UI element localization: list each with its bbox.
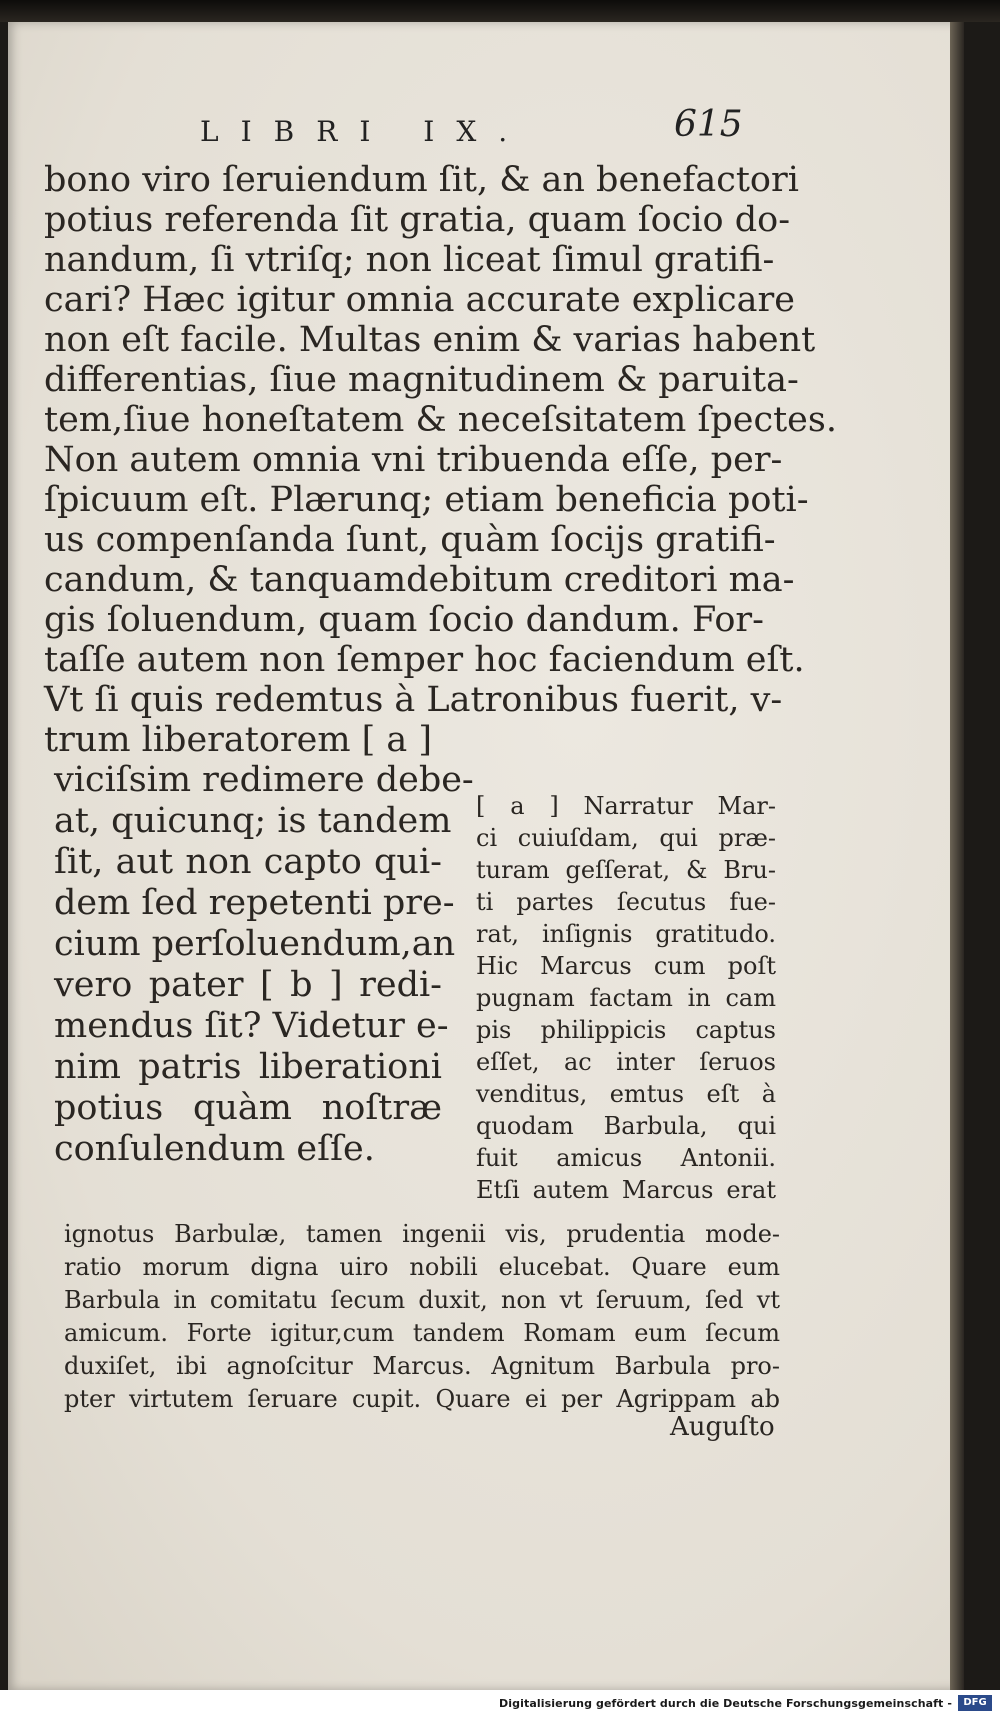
text-line: potius quàm noſtræ xyxy=(54,1088,442,1128)
text-line: ſpicuum eſt. Plærunq; etiam beneficia poti- xyxy=(44,480,809,520)
main-text-block xyxy=(44,160,837,760)
text-line: viciſsim redimere debe- xyxy=(54,760,474,800)
text-line: cari? Hæc igitur omnia accurate explicare xyxy=(44,280,795,320)
text-line: tem,ſiue honeſtatem & neceſsitatem ſpectes. xyxy=(44,400,837,440)
text-line: potius referenda ſit gratia, quam ſocio do- xyxy=(44,200,791,240)
marginal-note xyxy=(476,790,776,1206)
text-line: candum, & tanquamdebitum creditori ma- xyxy=(44,560,795,600)
note-line: ratio morum digna uiro nobili elucebat. Quare eum xyxy=(64,1253,780,1281)
book-spine-top xyxy=(0,0,1000,22)
note-line: pugnam factam in cam xyxy=(476,984,776,1012)
text-line: cium perſoluendum,an xyxy=(54,924,456,964)
catchword: Auguſto xyxy=(670,1412,775,1442)
note-line: quodam Barbula, qui xyxy=(476,1112,776,1140)
note-line: [ a ] Narratur Mar- xyxy=(476,792,776,820)
note-line: turam geſſerat, & Bru- xyxy=(476,856,776,884)
note-line: pis philippicis captus xyxy=(476,1016,776,1044)
note-line: ti partes ſecutus fue- xyxy=(476,888,776,916)
text-line: dem ſed repetenti pre- xyxy=(54,883,455,923)
text-line: mendus ſit? Videtur e- xyxy=(54,1006,449,1046)
dfg-logo: DFG xyxy=(958,1695,992,1711)
text-line: bono viro ſeruiendum ſit, & an benefactori xyxy=(44,160,799,200)
note-line: amicum. Forte igitur,cum tandem Romam eum ſecum xyxy=(64,1319,780,1347)
page-edge xyxy=(950,22,964,1690)
text-line: differentias, ſiue magnitudinem & paruita- xyxy=(44,360,799,400)
text-line: non eſt facile. Multas enim & varias habent xyxy=(44,320,816,360)
note-line: pter virtutem ſeruare cupit. Quare ei per Agrippam ab xyxy=(64,1385,780,1413)
note-line: duxiſet, ibi agnoſcitur Marcus. Agnitum Barbula pro- xyxy=(64,1352,780,1380)
text-line: nandum, ſi vtriſq; non liceat ſimul gratifi- xyxy=(44,240,775,280)
left-column-text xyxy=(54,760,474,1170)
text-line: nim patris liberationi xyxy=(54,1047,442,1087)
note-line: ci cuiuſdam, qui præ- xyxy=(476,824,776,852)
note-line: eſſet, ac inter ſeruos xyxy=(476,1048,776,1076)
running-head: LIBRI IX. xyxy=(200,115,530,148)
text-line: gis ſoluendum, quam ſocio dandum. For- xyxy=(44,600,764,640)
text-line: taſſe autem non ſemper hoc faciendum eſt. xyxy=(44,640,805,680)
text-line: Non autem omnia vni tribuenda eſſe, per- xyxy=(44,440,783,480)
marginal-note-continuation xyxy=(64,1218,780,1416)
text-line: at, quicunq; is tandem xyxy=(54,801,452,841)
page-number: 615 xyxy=(674,104,743,145)
text-line: ſit, aut non capto qui- xyxy=(54,842,442,882)
note-line: ignotus Barbulæ, tamen ingenii vis, prudentia mode- xyxy=(64,1220,780,1248)
text-line: vero pater [ b ] redi- xyxy=(54,965,442,1005)
digitization-credit: Digitalisierung gefördert durch die Deutsche Forschungsgemeinschaft - xyxy=(499,1697,952,1710)
text-line: conſulendum eſſe. xyxy=(54,1129,375,1169)
note-line: venditus, emtus eſt à xyxy=(476,1080,776,1108)
text-line: trum liberatorem [ a ] xyxy=(44,720,433,760)
note-line: rat, inſignis gratitudo. xyxy=(476,920,776,948)
note-line: Etſi autem Marcus erat xyxy=(476,1176,776,1204)
note-line: fuit amicus Antonii. xyxy=(476,1144,776,1172)
text-line: Vt ſi quis redemtus à Latronibus fuerit, v- xyxy=(44,680,783,720)
note-line: Hic Marcus cum poſt xyxy=(476,952,776,980)
note-line: Barbula in comitatu ſecum duxit, non vt ſeruum, ſed vt xyxy=(64,1286,780,1314)
text-line: us compenſanda ſunt, quàm ſocijs gratifi- xyxy=(44,520,776,560)
